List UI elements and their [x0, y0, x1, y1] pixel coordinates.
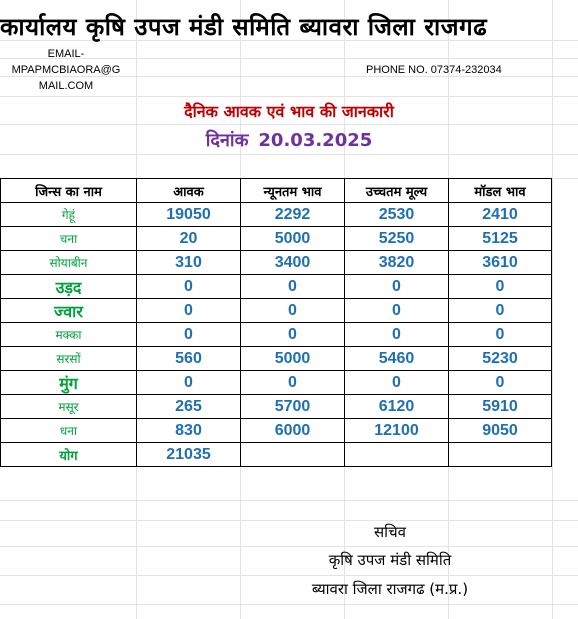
total-label: योग [1, 443, 137, 467]
max-price-value: 0 [345, 275, 449, 299]
max-price-value: 6120 [345, 395, 449, 419]
model-price-value: 0 [449, 275, 552, 299]
arrival-value: 830 [137, 419, 241, 443]
email-line-1: EMAIL- [47, 48, 85, 60]
col-header-min-price: न्यूनतम भाव [241, 179, 345, 203]
date-value: 20.03.2025 [258, 130, 373, 151]
table-header-row [1, 179, 552, 203]
table-row [1, 323, 552, 347]
col-header-model-price: मॉडल भाव [449, 179, 552, 203]
table-row [1, 371, 552, 395]
model-price-value: 2410 [449, 203, 552, 227]
table-row [1, 347, 552, 371]
commodity-name: ज्वार [1, 299, 137, 323]
commodity-name: मुंग [1, 371, 137, 395]
min-price-value: 5700 [241, 395, 345, 419]
total-empty-cell [345, 443, 449, 467]
min-price-value: 0 [241, 275, 345, 299]
phone-number: PHONE NO. 07374-232034 [366, 64, 502, 76]
commodity-name: सोयाबीन [1, 251, 137, 275]
arrival-value: 310 [137, 251, 241, 275]
max-price-value: 3820 [345, 251, 449, 275]
max-price-value: 0 [345, 299, 449, 323]
email-line-3: MAIL.COM [38, 80, 94, 92]
email-block [0, 46, 132, 94]
signature-location: ब्यावरा जिला राजगढ (म.प्र.) [311, 580, 469, 598]
max-price-value: 5250 [345, 227, 449, 251]
arrival-value: 0 [137, 299, 241, 323]
total-empty-cell [449, 443, 552, 467]
office-title: कार्यालय कृषि उपज मंडी समिति ब्यावरा जिला राजगढ [0, 13, 488, 41]
commodity-name: चना [1, 227, 137, 251]
arrival-value: 19050 [137, 203, 241, 227]
table-row [1, 227, 552, 251]
commodity-name: गेहूं [1, 203, 137, 227]
signature-organization: कृषि उपज मंडी समिति [328, 551, 452, 569]
date-line [0, 128, 578, 152]
commodity-name: मक्का [1, 323, 137, 347]
commodity-name: मसूर [1, 395, 137, 419]
rates-table [0, 178, 552, 467]
min-price-value: 3400 [241, 251, 345, 275]
table-row [1, 275, 552, 299]
table-row [1, 203, 552, 227]
min-price-value: 6000 [241, 419, 345, 443]
email-line-2: MPAPMCBIAORA@G [11, 64, 121, 76]
model-price-value: 0 [449, 371, 552, 395]
model-price-value: 0 [449, 299, 552, 323]
total-row [1, 443, 552, 467]
signature-designation: सचिव [374, 523, 406, 541]
min-price-value: 2292 [241, 203, 345, 227]
arrival-value: 560 [137, 347, 241, 371]
min-price-value: 5000 [241, 227, 345, 251]
arrival-value: 20 [137, 227, 241, 251]
commodity-name: धना [1, 419, 137, 443]
col-header-commodity: जिन्स का नाम [1, 179, 137, 203]
report-subtitle: दैनिक आवक एवं भाव की जानकारी [184, 102, 394, 121]
model-price-value: 5910 [449, 395, 552, 419]
max-price-value: 5460 [345, 347, 449, 371]
min-price-value: 0 [241, 299, 345, 323]
arrival-value: 0 [137, 275, 241, 299]
date-label: दिनांक [205, 130, 249, 151]
arrival-value: 265 [137, 395, 241, 419]
arrival-value: 0 [137, 323, 241, 347]
min-price-value: 0 [241, 371, 345, 395]
table-row [1, 251, 552, 275]
model-price-value: 9050 [449, 419, 552, 443]
commodity-name: उड़द [1, 275, 137, 299]
col-header-arrival: आवक [137, 179, 241, 203]
commodity-name: सरसों [1, 347, 137, 371]
col-header-max-price: उच्चतम मूल्य [345, 179, 449, 203]
total-empty-cell [241, 443, 345, 467]
arrival-value: 0 [137, 371, 241, 395]
max-price-value: 0 [345, 371, 449, 395]
model-price-value: 5125 [449, 227, 552, 251]
table-row [1, 419, 552, 443]
table-row [1, 299, 552, 323]
min-price-value: 0 [241, 323, 345, 347]
max-price-value: 0 [345, 323, 449, 347]
table-row [1, 395, 552, 419]
model-price-value: 3610 [449, 251, 552, 275]
max-price-value: 12100 [345, 419, 449, 443]
model-price-value: 5230 [449, 347, 552, 371]
min-price-value: 5000 [241, 347, 345, 371]
model-price-value: 0 [449, 323, 552, 347]
max-price-value: 2530 [345, 203, 449, 227]
total-arrival: 21035 [137, 443, 241, 467]
